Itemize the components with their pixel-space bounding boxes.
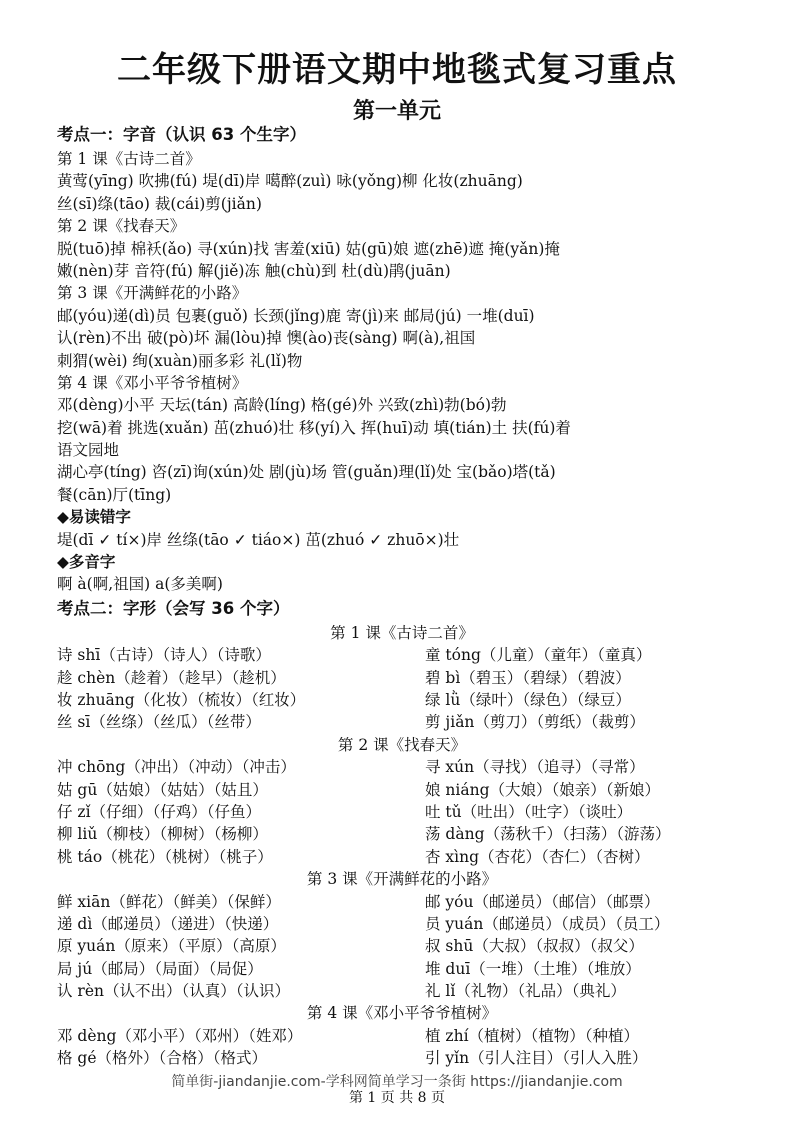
polyphone-line: 啊 à(啊,祖国) a(多美啊): [57, 575, 223, 594]
section2-body: [57, 622, 747, 1070]
word-row: [57, 644, 747, 666]
word-entry-right: 礼 lǐ（礼物）（礼品）（典礼）: [425, 982, 626, 1001]
word-row: [57, 1025, 747, 1047]
word-row: [57, 667, 747, 689]
word-entry-left: 邓 dèng（邓小平）（邓州）（姓邓）: [57, 1026, 303, 1045]
word-row: [57, 779, 747, 801]
section1-line: 第 2 课《找春天》: [57, 217, 186, 236]
section1-line: 第 3 课《开满鲜花的小路》: [57, 284, 248, 303]
section1-body: [57, 148, 747, 506]
word-entry-left: 原 yuán（原来）（平原）（高原）: [57, 937, 286, 956]
word-row: [57, 756, 747, 778]
word-entry-right: 剪 jiǎn（剪刀）（剪纸）（裁剪）: [425, 713, 645, 732]
section1-line: 挖(wā)着 挑选(xuǎn) 茁(zhuó)壮 移(yí)入 挥(huī)动 填(tián)土 扶(fú)着: [57, 418, 571, 437]
word-entry-right: 杏 xìng（杏花）（杏仁）（杏树）: [425, 847, 650, 866]
section1-line: 脱(tuō)掉 棉袄(ǎo) 寻(xún)找 害羞(xiū) 姑(gū)娘 遮(zhē)遮 掩(yǎn)掩: [57, 239, 560, 258]
word-entry-left: 局 jú（邮局）（局面）（局促）: [57, 959, 263, 978]
word-entry-right: 叔 shū（大叔）（叔叔）（叔父）: [425, 937, 644, 956]
word-entry-left: 递 dì（邮递员）（递进）（快递）: [57, 914, 279, 933]
word-row: [57, 689, 747, 711]
word-row: [57, 1047, 747, 1069]
word-entry-right: 童 tóng（儿童）（童年）（童真）: [425, 646, 652, 665]
word-entry-right: 碧 bì（碧玉）（碧绿）（碧波）: [425, 668, 631, 687]
word-entry-left: 冲 chōng（冲出）（冲动）（冲击）: [57, 758, 296, 777]
word-entry-left: 鲜 xiān（鲜花）（鲜美）（保鲜）: [57, 892, 281, 911]
word-row: [57, 846, 747, 868]
section1-line: 刺猬(wèi) 绚(xuàn)丽多彩 礼(lǐ)物: [57, 351, 303, 370]
page-title: 二年级下册语文期中地毯式复习重点: [117, 50, 677, 90]
watermark-text: 简单街-jiandanjie.com-学科网简单学习一条街 https://jiandanjie.com: [171, 1074, 623, 1090]
page-indicator: 第 1 页 共 8 页: [348, 1090, 446, 1106]
word-entry-right: 吐 tǔ（吐出）（吐字）（谈吐）: [425, 802, 633, 821]
section1-line: 邮(yóu)递(dì)员 包裹(guǒ) 长颈(jǐng)鹿 寄(jì)来 邮局(jú) 一堆(duī): [57, 306, 535, 325]
misread-line: 堤(dī ✓ tí×)岸 丝绦(tāo ✓ tiáo×) 茁(zhuó ✓ zhuō×)壮: [57, 530, 460, 549]
word-entry-left: 仔 zǐ（仔细）（仔鸡）（仔鱼）: [57, 802, 262, 821]
content: [57, 122, 747, 1070]
section1-line: 黄莺(yīng) 吹拂(fú) 堤(dī)岸 噶醉(zuì) 咏(yǒng)柳 化妆(zhuāng): [57, 172, 523, 191]
section1-line: 认(rèn)不出 破(pò)坏 漏(lòu)掉 懊(ào)丧(sàng) 啊(à),祖国: [57, 329, 476, 348]
word-entry-left: 姑 gū（姑娘）（姑姑）（姑且）: [57, 780, 268, 799]
word-entry-right: 植 zhí（植树）（植物）（种植）: [425, 1026, 640, 1045]
section1-line: 嫩(nèn)芽 音符(fú) 解(jiě)冻 触(chù)到 杜(dù)鹃(juān): [57, 261, 451, 280]
word-row: [57, 913, 747, 935]
section1-line: 第 4 课《邓小平爷爷植树》: [57, 373, 248, 392]
word-row: [57, 891, 747, 913]
word-row: [57, 958, 747, 980]
word-entry-right: 员 yuán（邮递员）（成员）（员工）: [425, 914, 670, 933]
word-entry-left: 丝 sī（丝绦）（丝瓜）（丝带）: [57, 713, 261, 732]
section1-line: 第 1 课《古诗二首》: [57, 150, 201, 168]
word-entry-right: 荡 dàng（荡秋千）（扫荡）（游荡）: [425, 825, 671, 844]
word-entry-left: 诗 shī（古诗）（诗人）（诗歌）: [57, 646, 271, 665]
word-entry-left: 桃 táo（桃花）（桃树）（桃子）: [57, 847, 273, 866]
word-entry-left: 妆 zhuāng（化妆）（梳妆）（红妆）: [57, 690, 306, 709]
word-entry-right: 娘 niáng（大娘）（娘亲）（新娘）: [425, 780, 661, 799]
word-row: [57, 801, 747, 823]
word-entry-right: 绿 lǜ（绿叶）（绿色）（绿豆）: [425, 690, 631, 709]
unit-heading: 第一单元: [352, 99, 441, 124]
word-row: [57, 823, 747, 845]
word-entry-left: 柳 liǔ（柳枝）（柳树）（杨柳）: [57, 825, 268, 844]
word-entry-right: 寻 xún（寻找）（追寻）（寻常）: [425, 758, 645, 777]
section1-line: 丝(sī)绦(tāo) 裁(cái)剪(jiǎn): [57, 194, 262, 213]
word-entry-right: 堆 duī（一堆）（土堆）（堆放）: [425, 959, 641, 978]
word-row: [57, 935, 747, 957]
lesson-title: 第 1 课《古诗二首》: [330, 623, 474, 642]
section1-heading: 考点一：字音（认识 63 个生字）: [57, 125, 306, 144]
section1-line: 餐(cān)厅(tīng): [57, 485, 172, 504]
word-row: [57, 980, 747, 1002]
lesson-title: 第 3 课《开满鲜花的小路》: [306, 870, 498, 889]
polyphone-heading: ◆多音字: [57, 553, 116, 572]
word-entry-right: 邮 yóu（邮递员）（邮信）（邮票）: [425, 892, 660, 911]
word-entry-right: 引 yǐn（引人注目）（引人入胜）: [425, 1049, 648, 1068]
section1-line: 语文园地: [57, 441, 120, 460]
word-row: [57, 711, 747, 733]
misread-heading: ◆易读错字: [57, 508, 131, 527]
lesson-title: 第 4 课《邓小平爷爷植树》: [306, 1004, 498, 1023]
word-entry-left: 认 rèn（认不出）（认真）（认识）: [57, 982, 290, 1001]
lesson-title: 第 2 课《找春天》: [337, 735, 467, 754]
word-entry-left: 格 gé（格外）（合格）（格式）: [57, 1049, 268, 1068]
section1-line: 邓(dèng)小平 天坛(tán) 高龄(líng) 格(gé)外 兴致(zhì)勃(bó)勃: [57, 396, 507, 415]
word-entry-left: 趁 chèn（趁着）（趁早）（趁机）: [57, 668, 286, 687]
section2-heading: 考点二：字形（会写 36 个字）: [57, 598, 290, 618]
section1-line: 湖心亭(tíng) 咨(zī)询(xún)处 剧(jù)场 管(guǎn)理(lǐ)处 宝(bǎo)塔(tǎ): [57, 463, 556, 482]
